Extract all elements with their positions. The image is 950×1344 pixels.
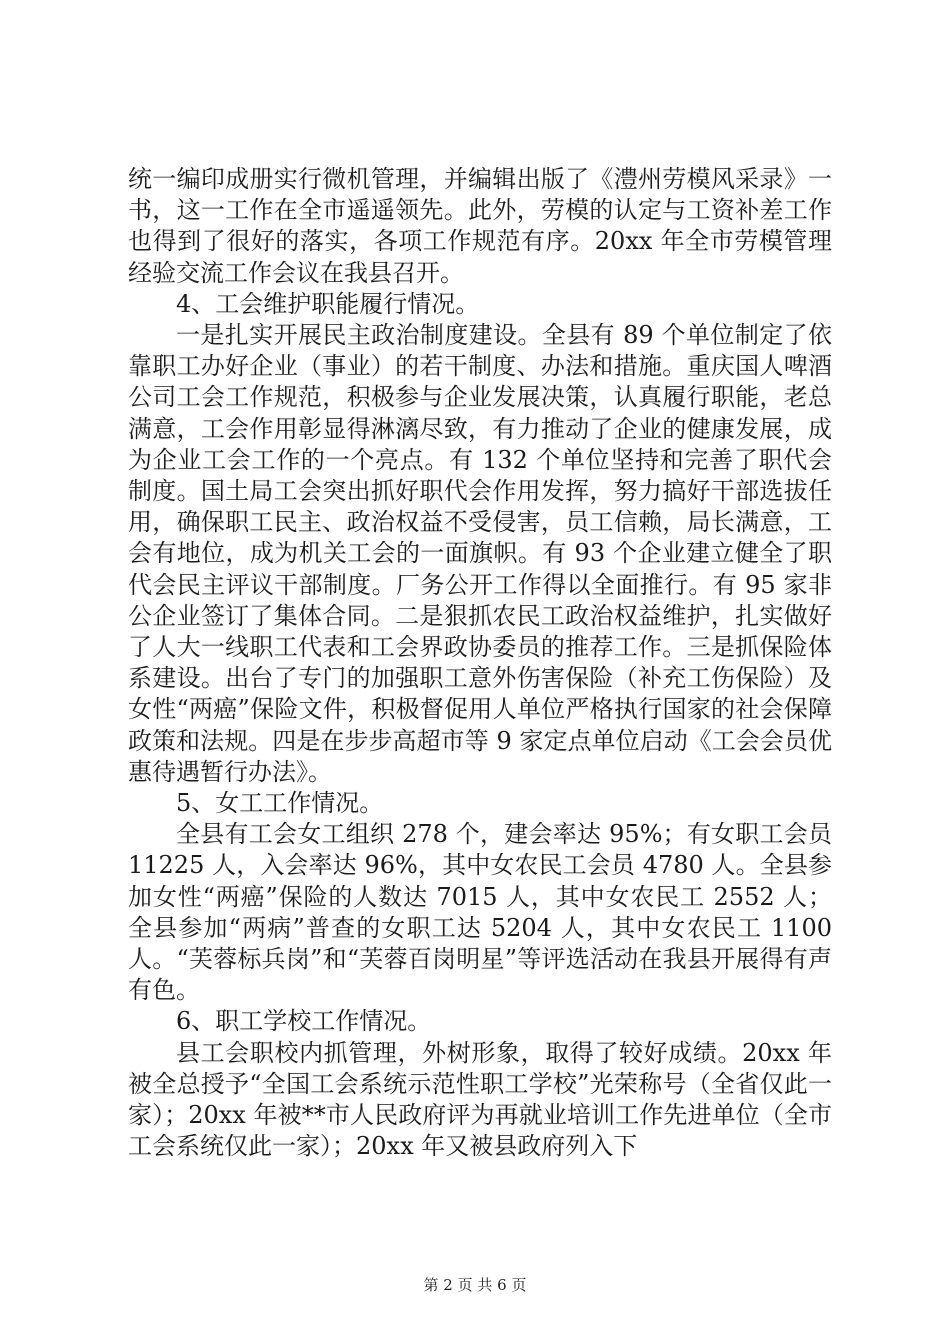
- section-heading-4: 4、工会维护职能履行情况。: [176, 289, 480, 318]
- section-heading-6: 6、职工学校工作情况。: [176, 1007, 432, 1036]
- paragraph-workers-school: 县工会职校内抓管理，外树形象，取得了较好成绩。20xx 年被全总授予“全国工会系统示范性职工学校”光荣称号（全省仅此一家）；20xx 年被**市人民政府评为再就业培训工作先进单位（全市工会系统仅此一家）；20xx 年又被县政府列入下: [128, 1038, 832, 1161]
- paragraph-continuation: 统一编印成册实行微机管理，并编辑出版了《澧州劳模风采录》一书，这一工作在全市遥遥领先。此外，劳模的认定与工资补差工作也得到了很好的落实，各项工作规范有序。20xx 年全市劳模管理经验交流工作会议在我县召开。: [128, 165, 832, 287]
- paragraph-union-rights: 一是扎实开展民主政治制度建设。全县有 89 个单位制定了依靠职工办好企业（事业）的若干制度、办法和措施。重庆国人啤酒公司工会工作规范，积极参与企业发展决策，认真履行职能，老总满意，工会作用彰显得淋漓尽致，有力推动了企业的健康发展，成为企业工会工作的一个亮点。有 132 个单位坚持和完善了职代会制度。国土局工会突出抓好职代会作用发挥，努力搞好干部选拔任用，确保职工民主、政治权益不受侵害，员工信赖，局长满意，工会有地位，成为机关工会的一面旗帜。有 93 个企业建立健全了职代会民主评议干部制度。厂务公开工作得以全面推行。有 95 家非公企业签订了集体合同。二是狠抓农民工政治权益维护，扎实做好了人大一线职工代表和工会界政协委员的推荐工作。三是抓保险体系建设。出台了专门的加强职工意外伤害保险（补充工伤保险）及女性“两癌”保险文件，积极督促用人单位严格执行国家的社会保障政策和法规。四是在步步高超市等 9 家定点单位启动《工会会员优惠待遇暂行办法》。: [128, 321, 832, 786]
- section-heading-5: 5、女工工作情况。: [176, 789, 384, 818]
- document-body: [128, 164, 832, 1163]
- paragraph-female-workers: 全县有工会女工组织 278 个，建会率达 95%；有女职工会员 11225 人，入会率达 96%，其中女农民工会员 4780 人。全县参加女性“两癌”保险的人数达 7015 人，其中女农民工 2552 人；全县参加“两病”普查的女职工达 5204 人，其中女农民工 1100 人。“芙蓉标兵岗”和“芙蓉百岗明星”等评选活动在我县开展得有声有色。: [128, 820, 832, 1005]
- page-number-footer: 第 2 页 共 6 页: [423, 1276, 527, 1294]
